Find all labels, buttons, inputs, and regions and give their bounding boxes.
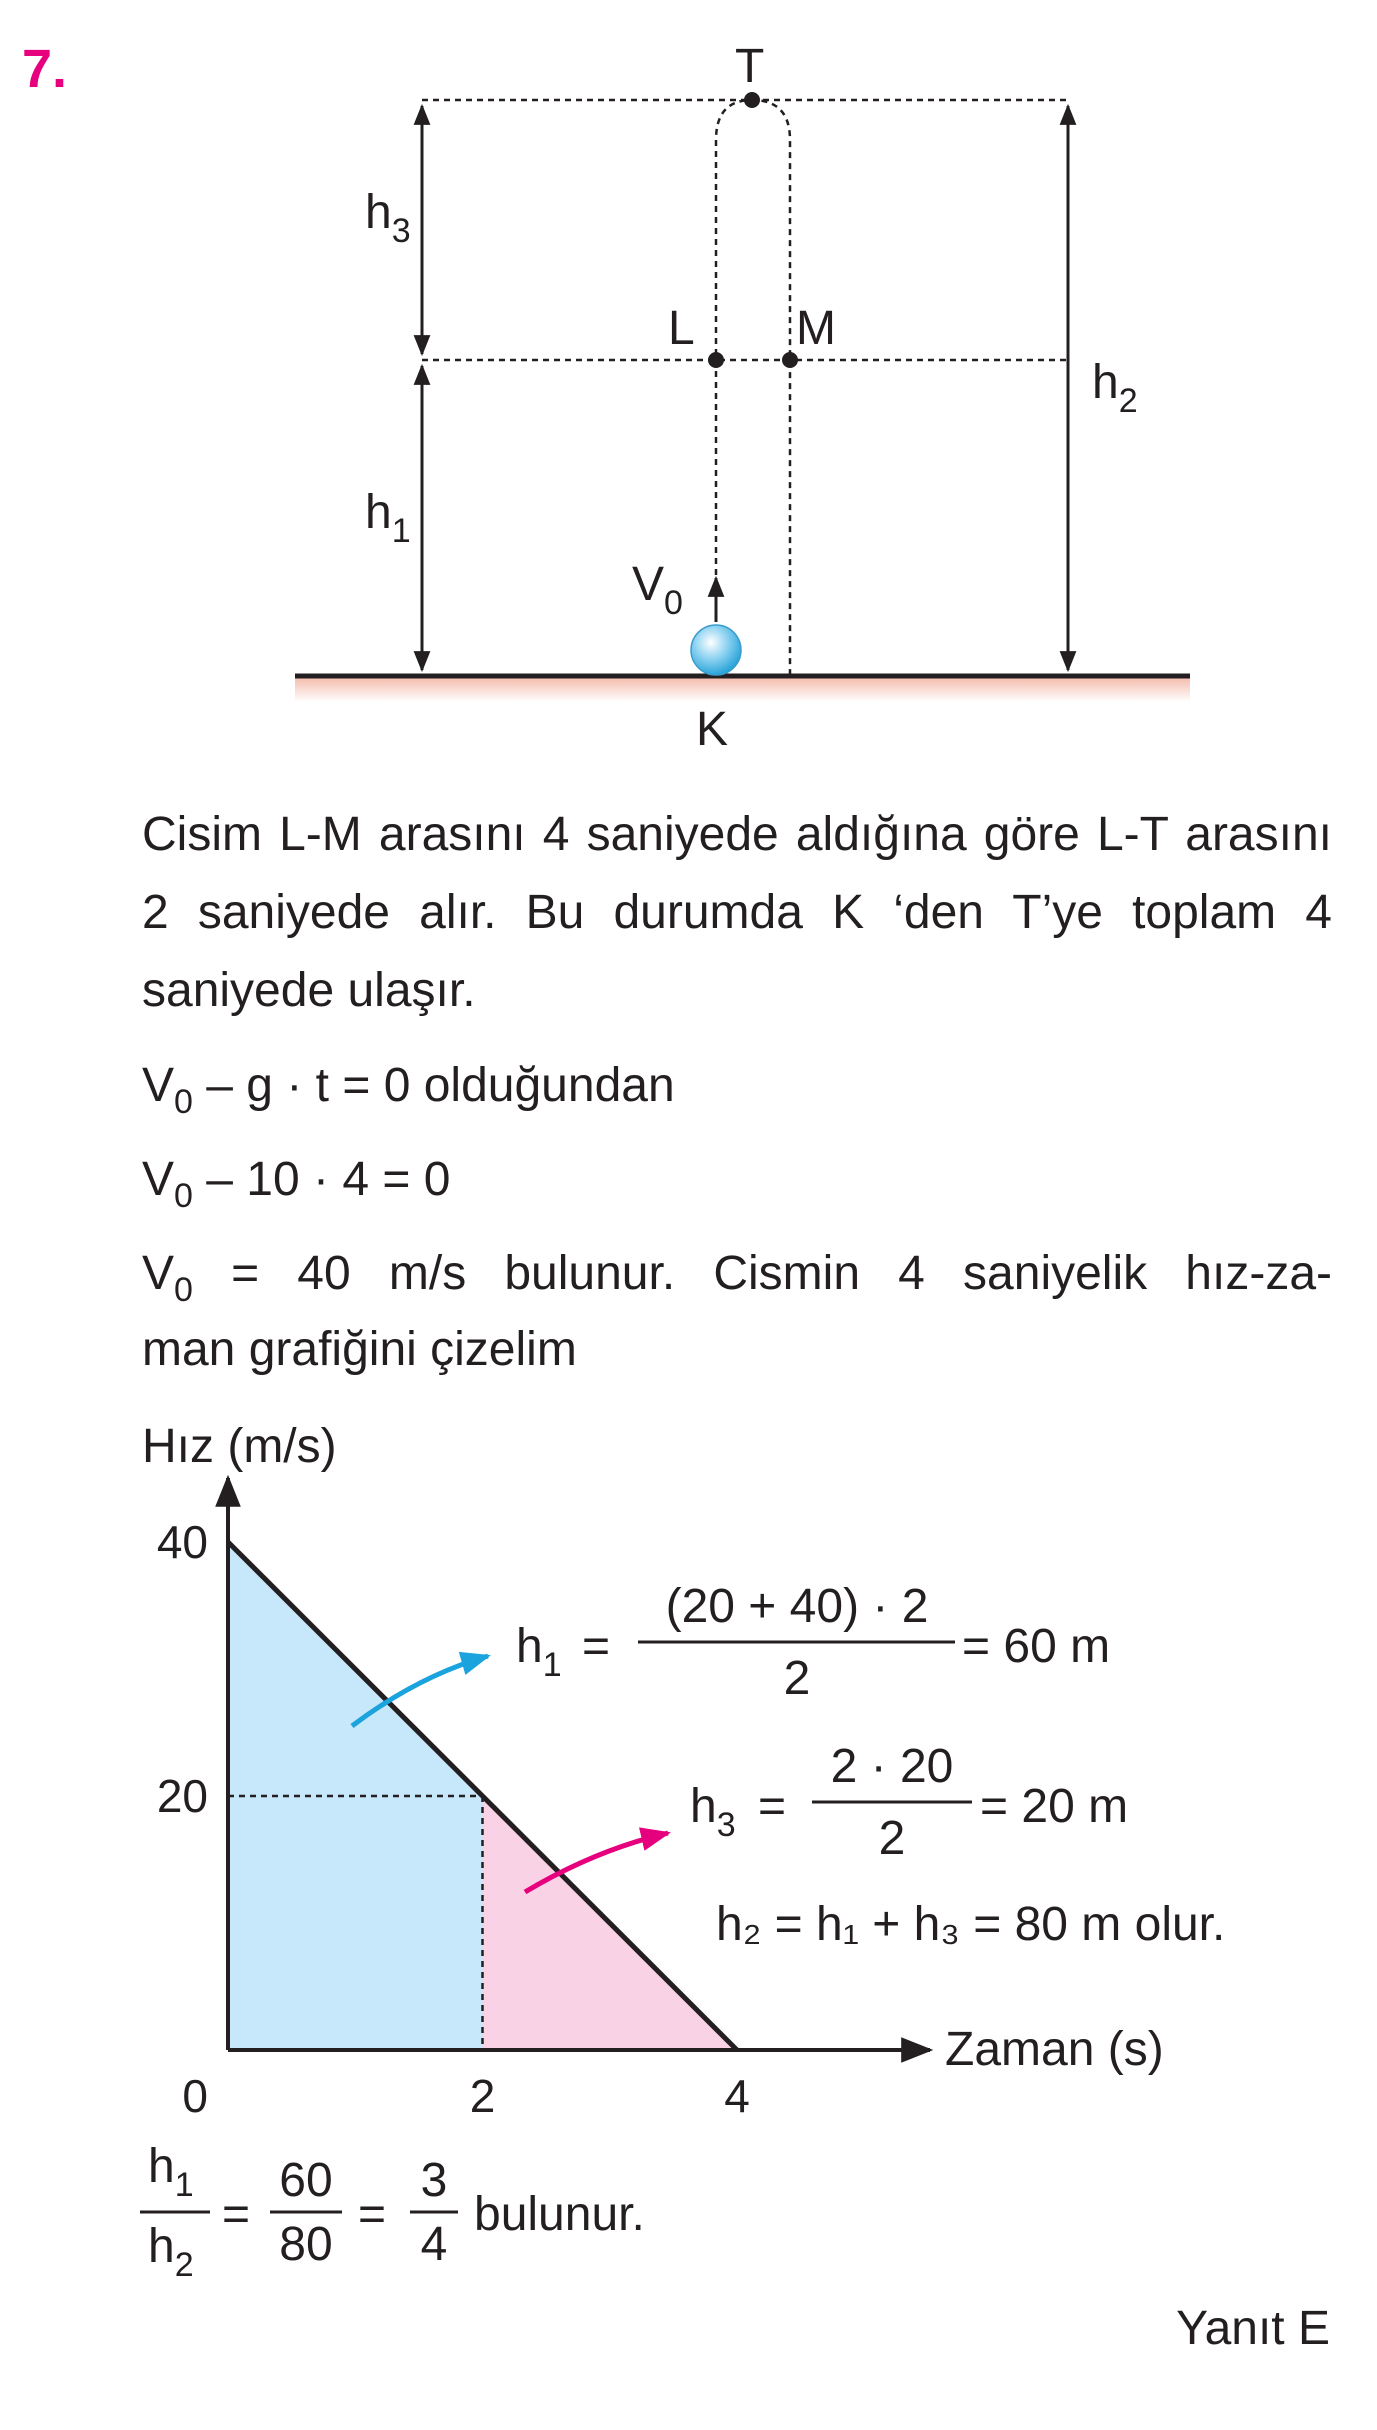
h2-formula: h₂ = h₁ + h₃ = 80 m olur.	[716, 1898, 1226, 1951]
ratio-h1: $h_1$	[148, 2140, 194, 2204]
h3-formula-numerator: 2 · 20	[830, 1740, 954, 1793]
h3-formula-eq: =	[758, 1780, 787, 1833]
ratio-mid-numerator: 60	[279, 2154, 333, 2207]
label-l: L	[668, 302, 695, 355]
y-tick-label: 40	[156, 1516, 208, 1568]
x-axis-label: Zaman (s)	[945, 2023, 1164, 2076]
h1-formula-numerator: (20 + 40) · 2	[665, 1580, 929, 1633]
x-tick-label: 4	[724, 2070, 750, 2120]
label-m: M	[796, 302, 836, 355]
ratio-tail: bulunur.	[474, 2188, 645, 2241]
h3-formula-result: = 20 m	[980, 1780, 1129, 1833]
ratio-eq-2: =	[358, 2188, 387, 2241]
h3-formula-lhs: $h_3$	[690, 1780, 736, 1844]
point-l	[708, 352, 724, 368]
label-v0: $V_0$	[632, 558, 683, 622]
h1-formula-denominator: 2	[783, 1652, 811, 1705]
label-t: T	[735, 40, 765, 93]
h1-formula-eq: =	[582, 1620, 611, 1673]
question-number: 7.	[22, 39, 68, 99]
explanation-paragraph: Cisim L-M arasını 4 saniyede aldığına göre L-T arasını 2 saniyede alır. Bu durumda K ‘den T’ye toplam 4 saniyede ulaşır.	[142, 808, 1332, 1017]
ratio-rhs-denominator: 4	[420, 2218, 448, 2271]
h1-formula-lhs: $h_1$	[516, 1620, 562, 1684]
ratio-result	[0, 2120, 1377, 2430]
h1-formula-result: = 60 m	[962, 1620, 1111, 1673]
h3-formula-denominator: 2	[878, 1812, 906, 1865]
label-k: K	[696, 703, 729, 756]
equation-2: $V_0 - 10 \cdot 4 = 0$	[142, 1153, 451, 1215]
ratio-rhs-numerator: 3	[420, 2154, 448, 2207]
label-h2: $h_2$	[1092, 356, 1138, 420]
answer-label: Yanıt E	[1176, 2302, 1330, 2355]
ratio-h2: $h_2$	[148, 2220, 194, 2284]
ball	[691, 625, 741, 675]
equation-3-continued: man grafiğini çizelim	[142, 1323, 577, 1376]
equation-1: $V_0 - g \cdot t = 0$ olduğundan	[142, 1059, 675, 1121]
label-h1: $h_1$	[365, 486, 411, 550]
x-tick-label: 0	[182, 2070, 208, 2120]
point-t	[744, 92, 760, 108]
ground-shade	[295, 676, 1190, 702]
ratio-eq-1: =	[222, 2188, 251, 2241]
x-tick-label: 2	[469, 2070, 496, 2120]
y-tick-label: 20	[156, 1770, 208, 1822]
trajectory-path	[716, 100, 790, 676]
y-axis-label: Hız (m/s)	[142, 1420, 337, 1473]
equation-3: $V_0 = 40$ m/s bulunur. Cismin 4 saniyelik hız-za-	[142, 1247, 1332, 1309]
motion-diagram	[0, 0, 1377, 760]
ratio-mid-denominator: 80	[279, 2218, 333, 2271]
velocity-time-chart	[0, 1400, 1377, 2120]
label-h3: $h_3$	[365, 186, 411, 250]
